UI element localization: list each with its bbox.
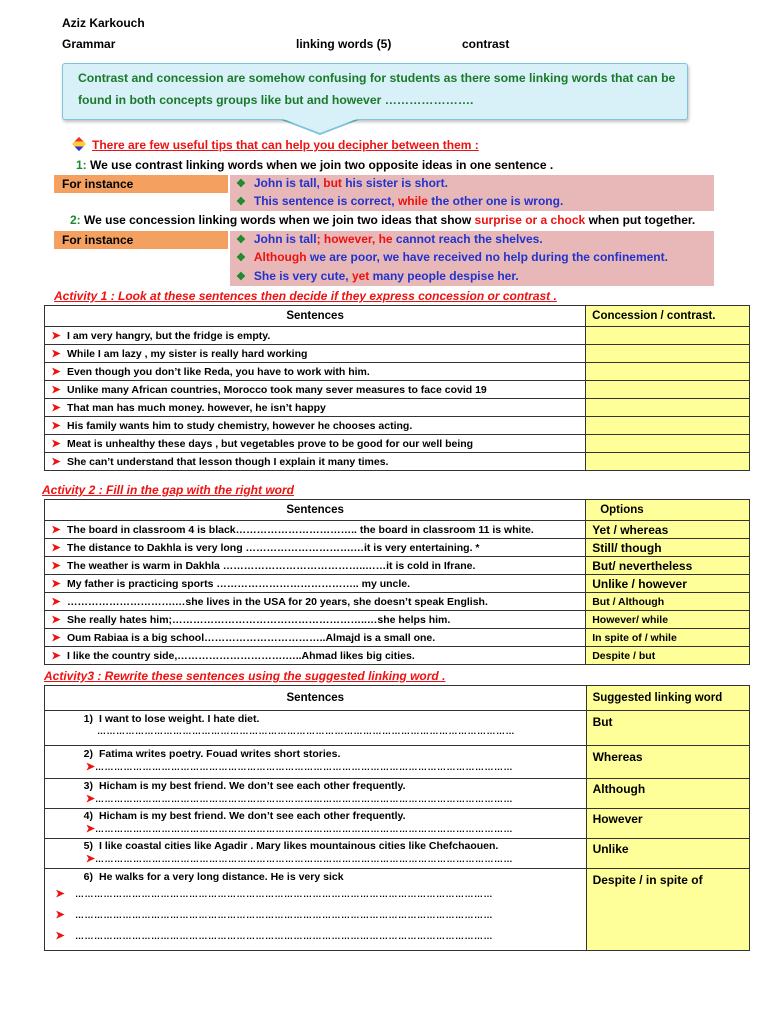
tip-2: 2: We use concession linking words when we join two ideas that show surprise or a chock when put together. <box>70 213 696 227</box>
sentence-text: Even though you don’t like Reda, you have to work with him. <box>67 366 370 378</box>
sentence-text: His family wants him to study chemistry, however he chooses acting. <box>67 420 413 432</box>
activity-3-col-sentences: Sentences <box>45 686 587 711</box>
example-2c: ❖ She is very cute, yet many people despise her. <box>236 269 519 283</box>
table-row <box>45 521 750 539</box>
arrow-bullet-icon: ➤ <box>51 578 61 590</box>
tip-1-text: We use contrast linking words when we join two opposite ideas in one sentence . <box>86 158 554 172</box>
table-row <box>45 327 750 345</box>
sentence-text: I like the country side,………………………….…..Ahmad likes big cities. <box>67 650 415 662</box>
arrow-bullet-icon: ➤ <box>55 888 65 900</box>
activity-1-table <box>44 305 750 471</box>
activity-2-title: Activity 2 : Fill in the gap with the right word <box>42 483 295 497</box>
arrow-bullet-icon: ➤ <box>51 348 61 360</box>
row-number: 2) <box>83 748 93 760</box>
example-2a: ❖ John is tall; however, he cannot reach the shelves. <box>236 232 543 246</box>
tip-1 <box>76 158 553 172</box>
diamond-bullet-icon: ❖ <box>236 178 246 190</box>
row-number: 4) <box>83 810 93 822</box>
row-number: 3) <box>83 780 93 792</box>
tip-2-number: 2: <box>70 213 81 227</box>
answer-cell[interactable] <box>586 327 750 345</box>
answer-line[interactable]: …………………………………………………………………………………………………………………… <box>95 824 513 834</box>
sentence-text: Hicham is my best friend. We don’t see each other frequently. <box>99 810 406 822</box>
table-row <box>45 575 750 593</box>
table-row <box>45 417 750 435</box>
answer-line[interactable]: …………………………………………………………………………………………………………………… <box>75 910 493 920</box>
sentence-text: I like coastal cities like Agadir . Mary likes mountainous cities like Chefchaouen. <box>99 840 499 852</box>
answer-line[interactable]: …………………………………………………………………………………………………………………… <box>75 889 493 899</box>
options-cell: Despite / but <box>586 647 750 665</box>
linking-word: Despite / in spite of <box>586 869 749 951</box>
sentence-text: He walks for a very long distance. He is very sick <box>99 871 344 883</box>
options-cell: In spite of / while <box>586 629 750 647</box>
answer-cell[interactable] <box>586 453 750 471</box>
sentence-text: Hicham is my best friend. We don’t see each other frequently. <box>99 780 406 792</box>
arrow-bullet-icon: ➤ <box>51 330 61 342</box>
table-row <box>45 539 750 557</box>
diamond-bullet-icon: ❖ <box>236 252 246 264</box>
answer-line[interactable]: …………………………………………………………………………………………………………………… <box>95 854 513 864</box>
table-row <box>45 711 750 746</box>
arrow-bullet-icon: ➤ <box>55 909 65 921</box>
activity-2-col-sentences: Sentences <box>45 500 586 521</box>
sentence-text: She can’t understand that lesson though I explain it many times. <box>67 456 389 468</box>
options-cell: Yet / whereas <box>586 521 750 539</box>
diamond-bullet-icon: ❖ <box>236 234 246 246</box>
diamond-bullet-icon: ❖ <box>236 196 246 208</box>
table-row <box>45 593 750 611</box>
table-row <box>45 809 750 839</box>
sentence-text: Unlike many African countries, Morocco took many sever measures to face covid 19 <box>67 384 487 396</box>
sentence-text: I am very hangry, but the fridge is empty. <box>67 330 271 342</box>
arrow-bullet-icon: ➤ <box>51 366 61 378</box>
table-row <box>45 839 750 869</box>
row-number: 1) <box>83 713 93 725</box>
row-number: 5) <box>83 840 93 852</box>
answer-cell[interactable] <box>586 381 750 399</box>
answer-line[interactable]: …………………………………………………………………………………………………………………… <box>95 762 513 772</box>
options-cell: Still/ though <box>586 539 750 557</box>
answer-cell[interactable] <box>586 417 750 435</box>
activity-3-col-linking: Suggested linking word <box>586 686 749 711</box>
table-row <box>45 381 750 399</box>
topic-label: linking words (5) <box>296 37 392 51</box>
example-2b: ❖ Although we are poor, we have received no help during the confinement. <box>236 250 668 264</box>
linking-word: Unlike <box>586 839 749 869</box>
author-name: Aziz Karkouch <box>62 16 145 30</box>
answer-cell[interactable] <box>586 435 750 453</box>
sentence-text: That man has much money. however, he isn’t happy <box>67 402 326 414</box>
arrow-bullet-icon: ➤ <box>51 542 61 554</box>
answer-cell[interactable] <box>586 399 750 417</box>
options-cell: But/ nevertheless <box>586 557 750 575</box>
example-1b: ❖ This sentence is correct, while the other one is wrong. <box>236 194 564 208</box>
sentence-text: My father is practicing sports ………………………………….. my uncle. <box>67 578 411 590</box>
table-row <box>45 611 750 629</box>
linking-word: Whereas <box>586 746 749 779</box>
linking-word: But <box>586 711 749 746</box>
table-row <box>45 647 750 665</box>
sentence-text: The board in classroom 4 is black…………………………….. the board in classroom 11 is white. <box>67 524 534 536</box>
table-row <box>45 557 750 575</box>
table-row <box>45 453 750 471</box>
sentence-text: The weather is warm in Dakhla …………………………………..……it is cold in Ifrane. <box>67 560 476 572</box>
sentence-text: Meat is unhealthy these days , but vegetables prove to be good for our well being <box>67 438 474 450</box>
table-row <box>45 779 750 809</box>
activity-2-table <box>44 499 750 665</box>
arrow-bullet-icon: ➤ <box>51 438 61 450</box>
arrow-bullet-icon: ➤ <box>85 823 95 835</box>
answer-cell[interactable] <box>586 363 750 381</box>
sentence-text: Oum Rabiaa is a big school……………………………..Almajd is a small one. <box>67 632 436 644</box>
arrow-bullet-icon: ➤ <box>85 761 95 773</box>
pencil-icon <box>72 137 86 151</box>
activity-3-table <box>44 685 750 951</box>
activity-1-title: Activity 1 : Look at these sentences then decide if they express concession or contrast . <box>54 289 557 303</box>
options-cell: Unlike / however <box>586 575 750 593</box>
options-cell: But / Although <box>586 593 750 611</box>
activity-1-col-sentences: Sentences <box>45 306 586 327</box>
answer-line[interactable]: …………………………………………………………………………………………………………………… <box>95 794 513 804</box>
table-row <box>45 363 750 381</box>
arrow-bullet-icon: ➤ <box>51 456 61 468</box>
tip-1-number: 1: <box>76 158 87 172</box>
activity-1-col-answer: Concession / contrast. <box>586 306 750 327</box>
arrow-bullet-icon: ➤ <box>85 853 95 865</box>
linking-word: However <box>586 809 749 839</box>
arrow-bullet-icon: ➤ <box>55 930 65 942</box>
arrow-bullet-icon: ➤ <box>51 596 61 608</box>
activity-2-col-options: Options <box>586 500 750 521</box>
sentence-text: I want to lose weight. I hate diet. <box>99 713 260 725</box>
options-cell: However/ while <box>586 611 750 629</box>
arrow-bullet-icon: ➤ <box>51 420 61 432</box>
arrow-bullet-icon: ➤ <box>51 560 61 572</box>
subtopic-label: contrast <box>462 37 510 51</box>
table-row <box>45 399 750 417</box>
sentence-text: The distance to Dakhla is very long ………………………….…it is very entertaining. * <box>67 542 480 554</box>
row-number: 6) <box>83 871 93 883</box>
diamond-bullet-icon: ❖ <box>236 271 246 283</box>
subject-label: Grammar <box>62 37 116 51</box>
arrow-bullet-icon: ➤ <box>51 524 61 536</box>
table-row <box>45 435 750 453</box>
callout-pointer <box>278 117 362 133</box>
activity-3-title: Activity3 : Rewrite these sentences using the suggested linking word . <box>44 669 446 683</box>
arrow-bullet-icon: ➤ <box>51 632 61 644</box>
for-instance-label-1: For instance <box>54 175 228 193</box>
for-instance-label-2: For instance <box>54 231 228 249</box>
tips-intro <box>74 138 479 152</box>
sentence-text: Fatima writes poetry. Fouad writes short stories. <box>99 748 341 760</box>
arrow-bullet-icon: ➤ <box>51 402 61 414</box>
arrow-bullet-icon: ➤ <box>85 793 95 805</box>
example-1a: ❖ John is tall, but his sister is short. <box>236 176 448 190</box>
answer-line[interactable]: …………………………………………………………………………………………………………………… <box>97 726 515 736</box>
sentence-text: While I am lazy , my sister is really hard working <box>67 348 308 360</box>
table-row <box>45 746 750 779</box>
answer-cell[interactable] <box>586 345 750 363</box>
table-row <box>45 629 750 647</box>
answer-line[interactable]: …………………………………………………………………………………………………………………… <box>75 931 493 941</box>
table-row <box>45 345 750 363</box>
sentence-text: She really hates him;………………………………………………..…she helps him. <box>67 614 451 626</box>
arrow-bullet-icon: ➤ <box>51 614 61 626</box>
callout-text: Contrast and concession are somehow confusing for students as there some linking words that can be found in both concepts groups like but and however …………………. <box>78 71 676 107</box>
linking-word: Although <box>586 779 749 809</box>
sentence-text: ………………………….…she lives in the USA for 20 years, she doesn’t speak English. <box>67 596 488 608</box>
tips-intro-text: There are few useful tips that can help you decipher between them : <box>92 138 479 152</box>
table-row <box>45 869 750 951</box>
arrow-bullet-icon: ➤ <box>51 650 61 662</box>
arrow-bullet-icon: ➤ <box>51 384 61 396</box>
